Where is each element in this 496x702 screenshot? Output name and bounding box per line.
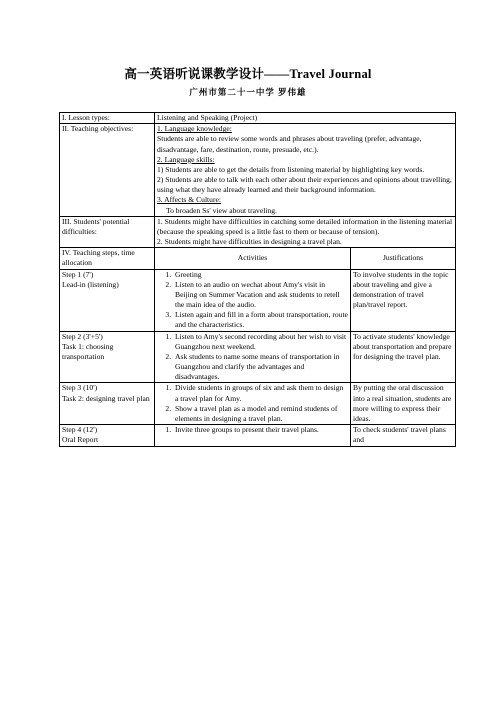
activity-item: 2. Show a travel plan as a model and remind students of elements in designing a travel plan. — [173, 404, 348, 424]
objective-language-skills-2: 2) Students are able to talk with each other about their experiences and opinions about travelling, using what they have already learned and their background information. — [157, 175, 452, 195]
step-4-cell — [60, 425, 155, 446]
step-name: Task 1: choosing transportation — [62, 341, 114, 361]
activity-item: 2. Ask students to name some means of transportation in Guangzhou and clarify the advantages and disadvantages. — [173, 352, 348, 383]
table-row — [60, 269, 456, 331]
difficulty-item-2: 2. Students might have difficulties in designing a travel plan. — [157, 237, 342, 247]
row-lesson-types — [60, 113, 456, 124]
activity-item: 1. Invite three groups to present their travel plans. — [173, 425, 348, 435]
step-name: Lead-in (listening) — [62, 279, 119, 289]
step-label: Step 1 (7') — [62, 269, 94, 279]
activity-item: 1. Listen to Amy's second recording about her wish to visit Guangzhou next weekend. — [173, 332, 348, 352]
row-difficulties — [60, 216, 456, 248]
step-3-activities — [155, 383, 351, 425]
steps-header-label: IV. Teaching steps, time allocation — [60, 248, 155, 269]
step-label: Step 4 (12') — [62, 425, 98, 435]
step-name: Oral Report — [62, 435, 99, 445]
difficulties-content — [155, 216, 456, 248]
difficulties-label: III. Students' potential difficulties: — [60, 216, 155, 248]
activity-item: 2. Listen to an audio on wechat about Amy's visit in Beijing on Summer Vacation and ask students to retell the main idea of the audio. — [173, 280, 348, 311]
lesson-types-label: I. Lesson types: — [60, 113, 155, 124]
document-title: 高一英语听说课教学设计——Travel Journal — [124, 67, 372, 81]
objective-heading-language-knowledge: 1. Language knowledge: — [157, 124, 232, 134]
lesson-types-value: Listening and Speaking (Project) — [155, 113, 456, 124]
activity-item: 1. Greeting — [173, 270, 348, 280]
activity-item: 3. Listen again and fill in a form about transportation, route and the characteristics. — [173, 310, 348, 330]
step-name: Task 2: designing travel plan — [62, 393, 150, 403]
activities-header: Activities — [155, 248, 351, 269]
objectives-content — [155, 124, 456, 217]
step-2-cell — [60, 331, 155, 383]
step-4-activities — [155, 425, 351, 446]
step-label: Step 2 (3'+5') — [62, 331, 103, 341]
step-1-cell — [60, 269, 155, 331]
row-objectives — [60, 124, 456, 217]
lesson-plan-table — [59, 112, 456, 447]
objective-language-skills-1: 1) Students are able to get the details from listening material by highlighting key words. — [157, 164, 425, 174]
row-steps-header — [60, 248, 456, 269]
step-3-justification: By putting the oral discussion into a real situation, students are more willing to express their ideas. — [351, 383, 456, 425]
step-label: Step 3 (10') — [62, 383, 98, 393]
activity-item: 1. Divide students in groups of six and ask them to design a travel plan for Amy. — [173, 383, 348, 403]
table-row — [60, 331, 456, 383]
step-2-justification: To activate students' knowledge about transportation and prepare for designing the travel plan. — [351, 331, 456, 383]
justifications-header: Justifications — [351, 248, 456, 269]
objectives-label: II. Teaching objectives: — [60, 124, 155, 217]
document-subtitle: 广州市第二十一中学 罗伟雄 — [189, 87, 307, 97]
objective-language-knowledge-text: Students are able to review some words and phrases about traveling (prefer, advantage, disadvantage, fare, destination, route, presuade, etc.). — [157, 134, 422, 154]
step-1-justification: To involve students in the topic about traveling and give a demonstration of travel plan/travel report. — [351, 269, 456, 331]
difficulty-item-1: 1. Students might have difficulties in catching some detailed information in the listening material (because the speaking speed is a little fast to them or because of tension). — [157, 216, 453, 236]
step-3-cell — [60, 383, 155, 425]
objective-affects-culture-text: To broaden Ss' view about traveling. — [166, 205, 277, 215]
table-row — [60, 425, 456, 446]
step-1-activities — [155, 269, 351, 331]
step-2-activities — [155, 331, 351, 383]
objective-heading-affects-culture: 3. Affects & Culture: — [157, 195, 221, 205]
step-4-justification: To check students' travel plans and — [351, 425, 456, 446]
table-row — [60, 383, 456, 425]
objective-heading-language-skills: 2. Language skills: — [157, 154, 215, 164]
